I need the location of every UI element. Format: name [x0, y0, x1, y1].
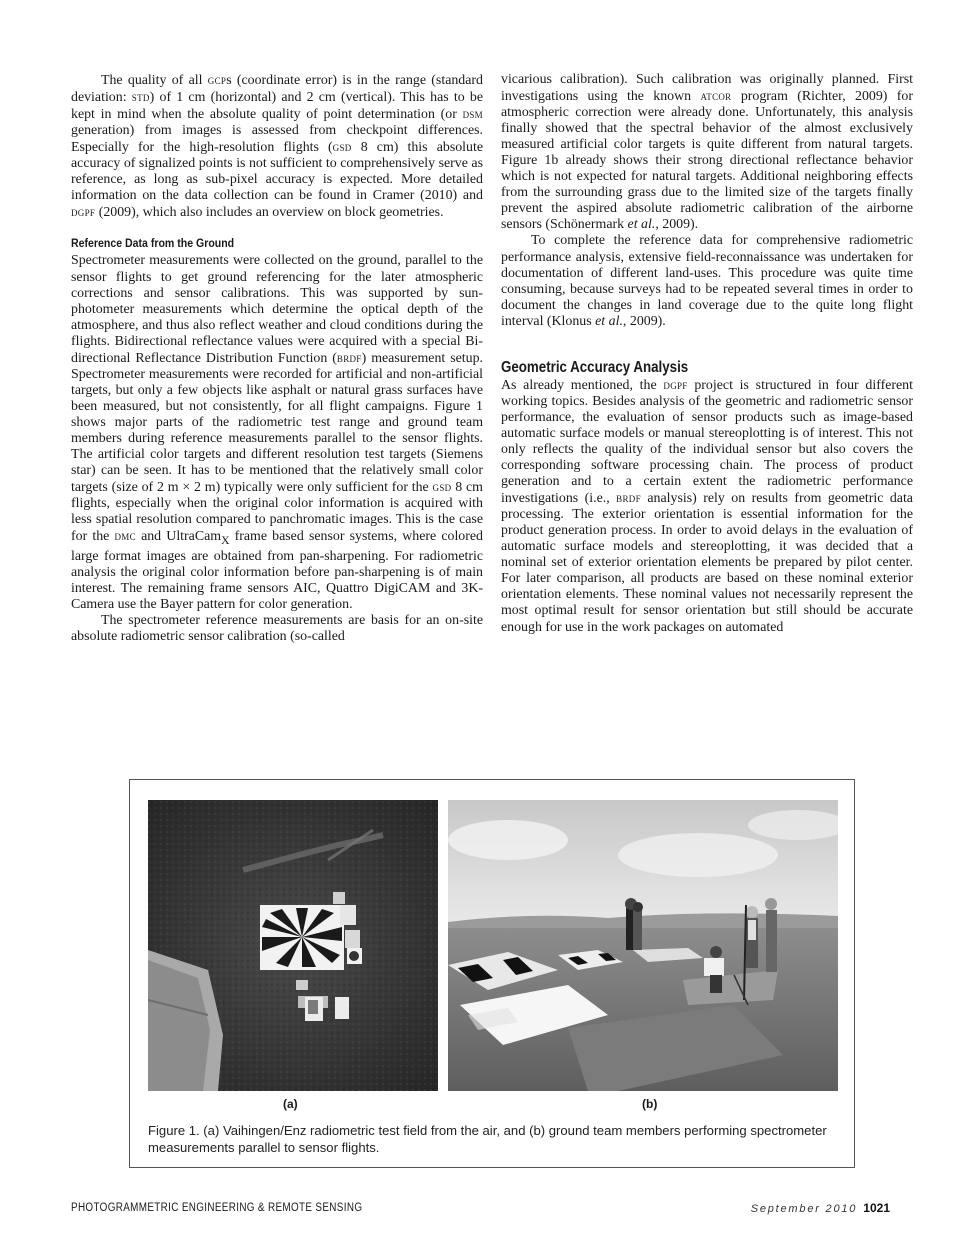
small-caps-term: brdf	[616, 490, 641, 506]
italic-text: et al.	[595, 313, 623, 329]
figure-1	[129, 779, 855, 1168]
subheading-reference-data: Reference Data from the Ground	[71, 236, 235, 251]
small-caps-term: gsd	[332, 139, 352, 155]
small-caps-term: gsd	[432, 479, 452, 495]
small-caps-term: dgpf	[663, 376, 688, 392]
footer-date: September 2010	[750, 1203, 858, 1215]
section-heading-geometric-accuracy: Geometric Accuracy Analysis	[501, 358, 689, 376]
paragraph: To complete the reference data for comprehensive radiometric performance analysis, extensive field-reconnaissance was undertaken for documentation of different land-uses. This procedure was quite time consuming, because surveys had to be repeated several times in order to document the changes in land coverage due to the quite long flight interval (Klonus et al., 2009).	[501, 233, 913, 329]
footer-page-info	[751, 1201, 890, 1215]
ground-team-photo	[448, 800, 838, 1091]
italic-text: et al.	[627, 217, 656, 233]
paragraph: As already mentioned, the dgpf project is structured in four different working topics. Besides analysis of the geometric and radiometric sensor performance, the evaluation of sensor products such as image-based automatic surface models or manual stereoplotting is of interest. This not only reflects the quality of the individual sensor but also covers the corresponding software processing chain. The process of product generation and to a certain extent the radiometric performance investigations (i.e., brdf analysis) rely on results from geometric data processing. The exterior orientation is essential information for the product generation process. In order to avoid delays in the evaluation of automatic surface models and stereoplotting, it was decided that a nominal set of exterior orientation elements be prepared by pilot center. For later comparison, all products are based on these nominal exterior orientation elements. These nominal values not necessarily represent the most optimal result for sensor orientation but still should be accurate enough for use in the work packages on automated	[501, 376, 913, 635]
figure-label-a: (a)	[283, 1097, 298, 1111]
small-caps-term: dmc	[114, 528, 136, 544]
small-caps-term: std	[131, 89, 150, 105]
subscript: X	[221, 534, 230, 548]
paragraph: Spectrometer measurements were collected on the ground, parallel to the sensor flights to get ground referencing for the later atmospheric corrections and sensor calibrations. This was supported by sun-photometer measurements which determine the optical depth of the atmosphere, and thus also reflect weather and cloud conditions during the flights. Bidirectional reflectance values were acquired with a special Bi-directional Reflectance Distribution Function (brdf) measurement setup. Spectrometer measurements were recorded for artificial and non-artificial targets, but only a few objects like asphalt or natural grass surfaces have been measured, but not consistently, for all flight campaigns. Figure 1 shows major parts of the radiometric test range and ground team members during reference measurements parallel to the sensor flights. The artificial color targets and different resolution test targets (Siemens star) can be seen. It has to be mentioned that the relatively small color targets (size of 2 m × 2 m) typically were only sufficient for the gsd 8 cm flights, especially when the original color information is acquired with less spatial resolution compared to panchromatic images. This is the case for the dmc and UltraCam$_X$ frame based sensor systems, where colored large format images are obtained from pan-sharpening. For radiometric analysis the original color information before pan-sharpening is of main interest. The remaining frame sensors AIC, Quattro DigiCAM and 3K-Camera use the Bayer pattern for color generation.	[71, 253, 483, 613]
paragraph: The quality of all gcps (coordinate error) is in the range (standard deviation: std) of 1 cm (horizontal) and 2 cm (vertical). This has to be kept in mind when the absolute quality of point determination (or dsm generation) from images is assessed from checkpoint differences. Especially for the high-resolution flights (gsd 8 cm) this absolute accuracy of signalized points is not sufficient to comprehensively serve as reference, as long as sub-pixel accuracy is expected. More detailed information on the data collection can be found in Cramer (2010) and dgpf (2009), which also includes an overview on block geometries.	[71, 72, 483, 221]
right-column	[501, 72, 913, 636]
figure-caption: Figure 1. (a) Vaihingen/Enz radiometric test field from the air, and (b) ground team members performing spectrometer measurements parallel to sensor flights.	[148, 1123, 827, 1155]
small-caps-term: atcor	[700, 88, 732, 104]
left-column	[71, 72, 483, 645]
aerial-photo	[148, 800, 438, 1091]
page-number: 1021	[863, 1201, 890, 1215]
small-caps-term: gcp	[207, 72, 227, 87]
small-caps-term: brdf	[336, 349, 362, 365]
footer-journal: PHOTOGRAMMETRIC ENGINEERING & REMOTE SENSING	[71, 1202, 363, 1214]
ground-team-photo-graphic	[448, 800, 838, 1091]
small-caps-term: dgpf	[71, 204, 96, 220]
paragraph: The spectrometer reference measurements are basis for an on-site absolute radiometric sensor calibration (so-called	[71, 613, 483, 645]
small-caps-term: dsm	[462, 106, 483, 122]
aerial-photo-graphic	[148, 800, 438, 1091]
paragraph: vicarious calibration). Such calibration was originally planned. First investigations using the known atcor program (Richter, 2009) for atmospheric correction were already done. Unfortunately, this analysis finally showed that the spectral behavior of the almost exclusively measured artificial color targets is quite different from natural targets. Figure 1b already shows their strong directional reflectance behavior which is not expected for natural targets. Additional neighboring effects from the surrounding grass due to the limited size of the targets finally prevent the aspired absolute radiometric calibration of the airborne sensors (Schönermark et al., 2009).	[501, 72, 913, 233]
figure-label-b: (b)	[642, 1097, 658, 1111]
